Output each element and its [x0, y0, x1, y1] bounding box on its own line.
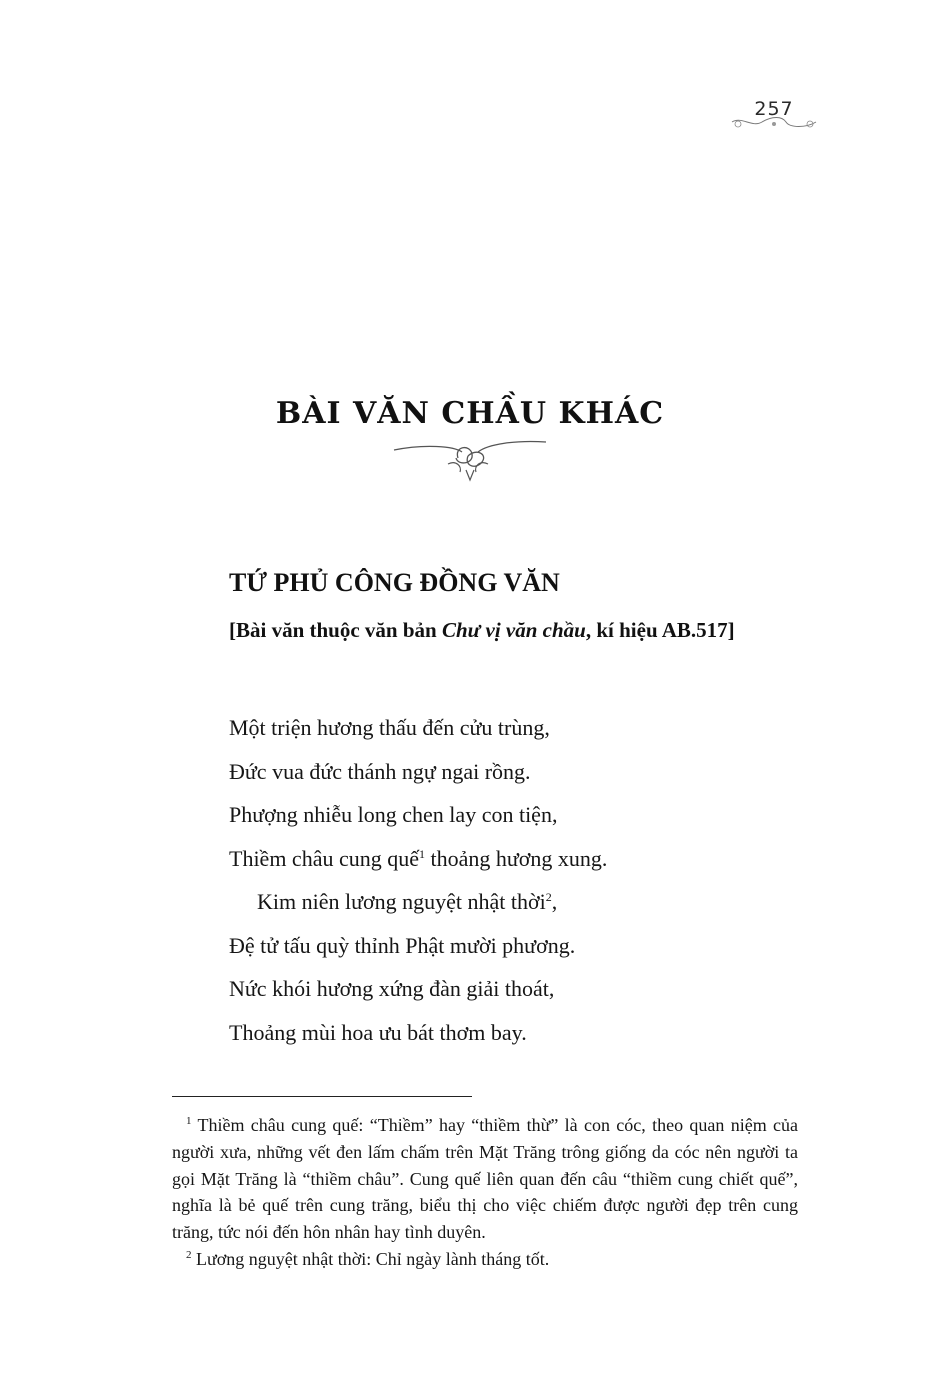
poem-line: Đức vua đức thánh ngự ngai rồng.	[229, 758, 531, 784]
source-note	[229, 618, 735, 643]
footnote-ref: 2	[545, 890, 552, 904]
poem-line: Một triện hương thấu đến cửu trùng,	[229, 715, 550, 740]
title-flourish-icon	[384, 436, 556, 484]
source-note-open: [Bài văn thuộc văn bản	[229, 618, 442, 642]
footnote-marker: 1	[186, 1115, 192, 1127]
poem	[229, 706, 607, 1054]
source-note-close: , kí hiệu AB.517]	[585, 618, 735, 642]
section-title: TỨ PHỦ CÔNG ĐỒNG VĂN	[229, 568, 560, 597]
source-note-work: Chư vị văn chầu	[441, 618, 586, 642]
page-header	[726, 94, 822, 138]
chapter-title: BÀI VĂN CHẦU KHÁC	[275, 396, 665, 431]
footnote: $^1$ Thiềm châu cung quế: “Thiềm” hay “thiềm thừ” là con cóc, theo quan niệm của người xưa, những vết đen lấm chấm trên Mặt Trăng trông giống da cóc nên người ta gọi Mặt Trăng là “thiềm châu”. Cung quế liên quan đến câu “thiềm cung chiết quế”, nghĩa là bẻ quế trên cung trăng, biểu thị cho việc chiếm được người đẹp trên cung trăng, tức nói đến hôn nhân hay tình duyên.	[172, 1115, 798, 1243]
poem-line: Kim niên lương nguyệt nhật thời$^2$,	[257, 889, 558, 914]
footnote-marker: 2	[186, 1248, 192, 1261]
poem-line: Nức khói hương xứng đàn giải thoát,	[229, 976, 555, 1001]
poem-line: Phượng nhiễu long chen lay con tiện,	[229, 802, 558, 827]
poem-line: Đệ tử tấu quỳ thỉnh Phật mười phương.	[229, 932, 576, 958]
footnotes	[172, 1112, 798, 1273]
footnote-ref: 1	[419, 846, 425, 861]
footnote: $^2$ Lương nguyệt nhật thời: Chỉ ngày lành tháng tốt.	[186, 1248, 550, 1269]
poem-line: Thoảng mùi hoa ưu bát thơm bay.	[229, 1019, 527, 1045]
page-number-ornament-icon	[726, 114, 822, 134]
page-number: 257	[754, 98, 794, 120]
footnote-divider	[172, 1096, 472, 1097]
poem-line: Thiềm châu cung quế$^1$ thoảng hương xung.	[229, 845, 608, 871]
